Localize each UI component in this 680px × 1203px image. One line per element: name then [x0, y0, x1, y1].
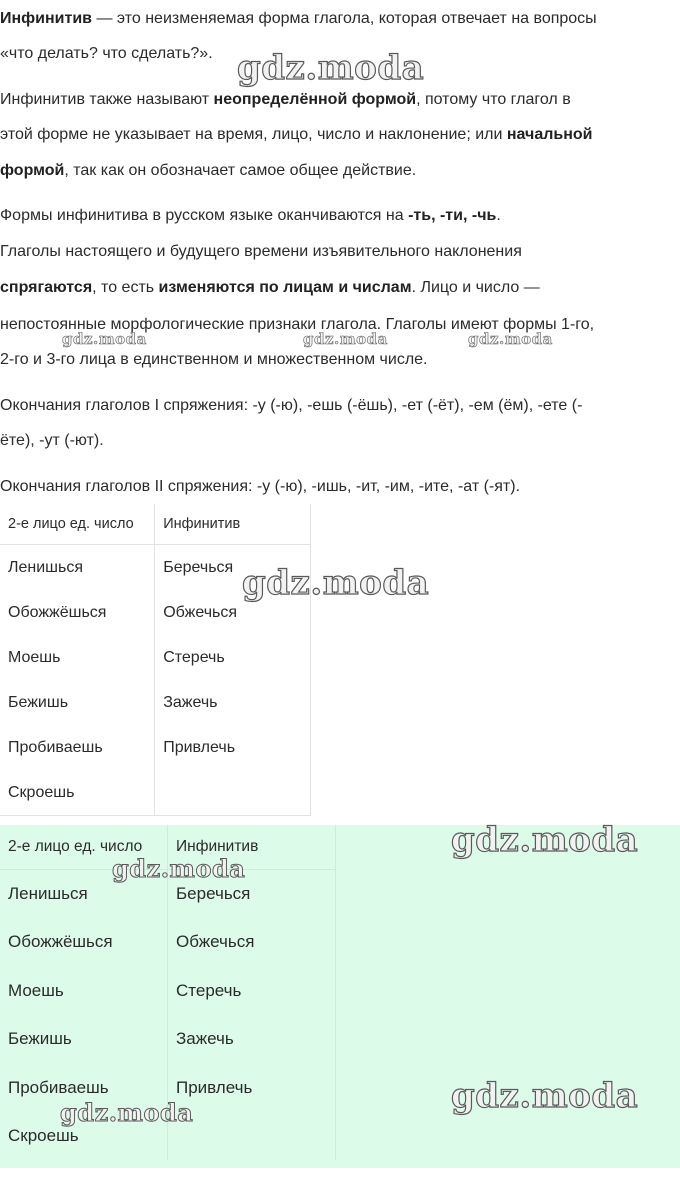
text-fragment: .	[496, 207, 501, 224]
text-fragment: , то есть	[92, 279, 159, 296]
paragraph-first-conjugation-line2	[0, 432, 104, 450]
text-fragment: Инфинитив также называют	[0, 91, 214, 108]
table-row	[0, 918, 336, 966]
table-cell: Моешь	[0, 635, 155, 680]
verb-forms-table	[0, 504, 311, 816]
table-cell: Бежишь	[0, 680, 155, 725]
paragraph-first-conjugation-line1	[0, 397, 582, 415]
paragraph-conjugation-line2	[0, 279, 540, 297]
paragraph-indefinite-form-line1	[0, 91, 571, 109]
text-fragment: этой форме не указывает на время, лицо, число и наклонение; или	[0, 126, 507, 143]
table-cell: Обжечься	[155, 590, 311, 635]
table-row	[0, 770, 311, 816]
column-header-infinitive: Инфинитив	[155, 504, 311, 545]
paragraph-conjugation-line1	[0, 243, 522, 261]
paragraph-conjugation-line4	[0, 351, 428, 369]
table-cell: Стеречь	[155, 635, 311, 680]
watermark-logo: gdz.moda	[303, 330, 388, 348]
text-fragment: Формы инфинитива в русском языке оканчиваются на	[0, 207, 409, 224]
watermark-logo: gdz.moda	[112, 854, 246, 883]
paragraph-second-conjugation	[0, 478, 520, 496]
table-cell: Ленишься	[0, 870, 168, 919]
table-cell	[155, 770, 311, 816]
table-cell: Беречься	[155, 545, 311, 591]
questions-text: «что делать? что сделать?».	[0, 45, 213, 62]
definition-text: — это неизменяемая форма глагола, которая отвечает на вопросы	[92, 10, 597, 27]
text-fragment: непостоянные морфологические признаки глагола. Глаголы имеют формы 1-го,	[0, 316, 595, 333]
column-header-second-person: 2-е лицо ед. число	[0, 504, 155, 545]
term-indefinite-form: неопределённой формой	[213, 91, 417, 108]
text-fragment: , так как он обозначает самое общее действие.	[64, 162, 417, 179]
text-fragment: , потому что глагол в	[416, 91, 571, 108]
text-fragment: Окончания глаголов II спряжения: -у (-ю), -ишь, -ит, -им, -ите, -ат (-ят).	[0, 478, 521, 495]
paragraph-indefinite-form-line3	[0, 162, 416, 180]
text-fragment: Глаголы настоящего и будущего времени изъявительного наклонения	[0, 243, 522, 260]
table-cell: Зажечь	[168, 1015, 336, 1063]
term-endings: -ть, -ти, -чь	[408, 207, 497, 224]
term-conjugate: спрягаются	[0, 279, 93, 296]
watermark-logo: gdz.moda	[242, 563, 430, 603]
watermark-logo: gdz.moda	[60, 1098, 194, 1127]
table-cell: Беречься	[168, 870, 336, 919]
table-cell: Обожжёшься	[0, 918, 168, 966]
table-cell: Ленишься	[0, 545, 155, 591]
table-cell: Бежишь	[0, 1015, 168, 1063]
term-infinitive: Инфинитив	[0, 10, 93, 27]
table-cell: Скроешь	[0, 770, 155, 816]
table-cell: Обожжёшься	[0, 590, 155, 635]
table-header-row	[0, 504, 311, 545]
table-row	[0, 725, 311, 770]
paragraph-infinitive-questions	[0, 45, 213, 63]
watermark-logo: gdz.moda	[451, 1076, 639, 1116]
table-row	[0, 1015, 336, 1063]
paragraph-infinitive-endings	[0, 207, 501, 225]
table-cell: Привлечь	[168, 1064, 336, 1112]
column-header-infinitive: Инфинитив	[168, 825, 336, 870]
table-cell: Пробиваешь	[0, 725, 155, 770]
column-header-second-person: 2-е лицо ед. число	[0, 825, 168, 870]
term-form: формой	[0, 162, 65, 179]
table-cell: Обжечься	[168, 918, 336, 966]
watermark-logo: gdz.moda	[62, 330, 147, 348]
text-fragment: 2-го и 3-го лица в единственном и множественном числе.	[0, 351, 428, 368]
paragraph-indefinite-form-line2	[0, 126, 593, 144]
table-cell: Стеречь	[168, 967, 336, 1015]
table-row	[0, 680, 311, 725]
watermark-logo: gdz.moda	[468, 330, 553, 348]
table-cell: Скроешь	[0, 1112, 168, 1160]
table-cell: Привлечь	[155, 725, 311, 770]
text-fragment: Окончания глаголов I спряжения: -у (-ю), -ешь (-ёшь), -ет (-ёт), -ем (ём), -ете (-	[0, 397, 583, 414]
table-row	[0, 967, 336, 1015]
watermark-logo: gdz.moda	[451, 820, 639, 860]
table-cell: Моешь	[0, 967, 168, 1015]
text-fragment: . Лицо и число —	[411, 279, 540, 296]
term-change-by-person: изменяются по лицам и числам	[158, 279, 412, 296]
watermark-logo: gdz.moda	[237, 48, 425, 88]
term-initial: начальной	[506, 126, 593, 143]
text-fragment: ёте), -ут (-ют).	[0, 432, 104, 449]
paragraph-infinitive-definition	[0, 10, 597, 28]
table-row	[0, 635, 311, 680]
table-cell: Зажечь	[155, 680, 311, 725]
table-cell: Пробиваешь	[0, 1064, 168, 1112]
